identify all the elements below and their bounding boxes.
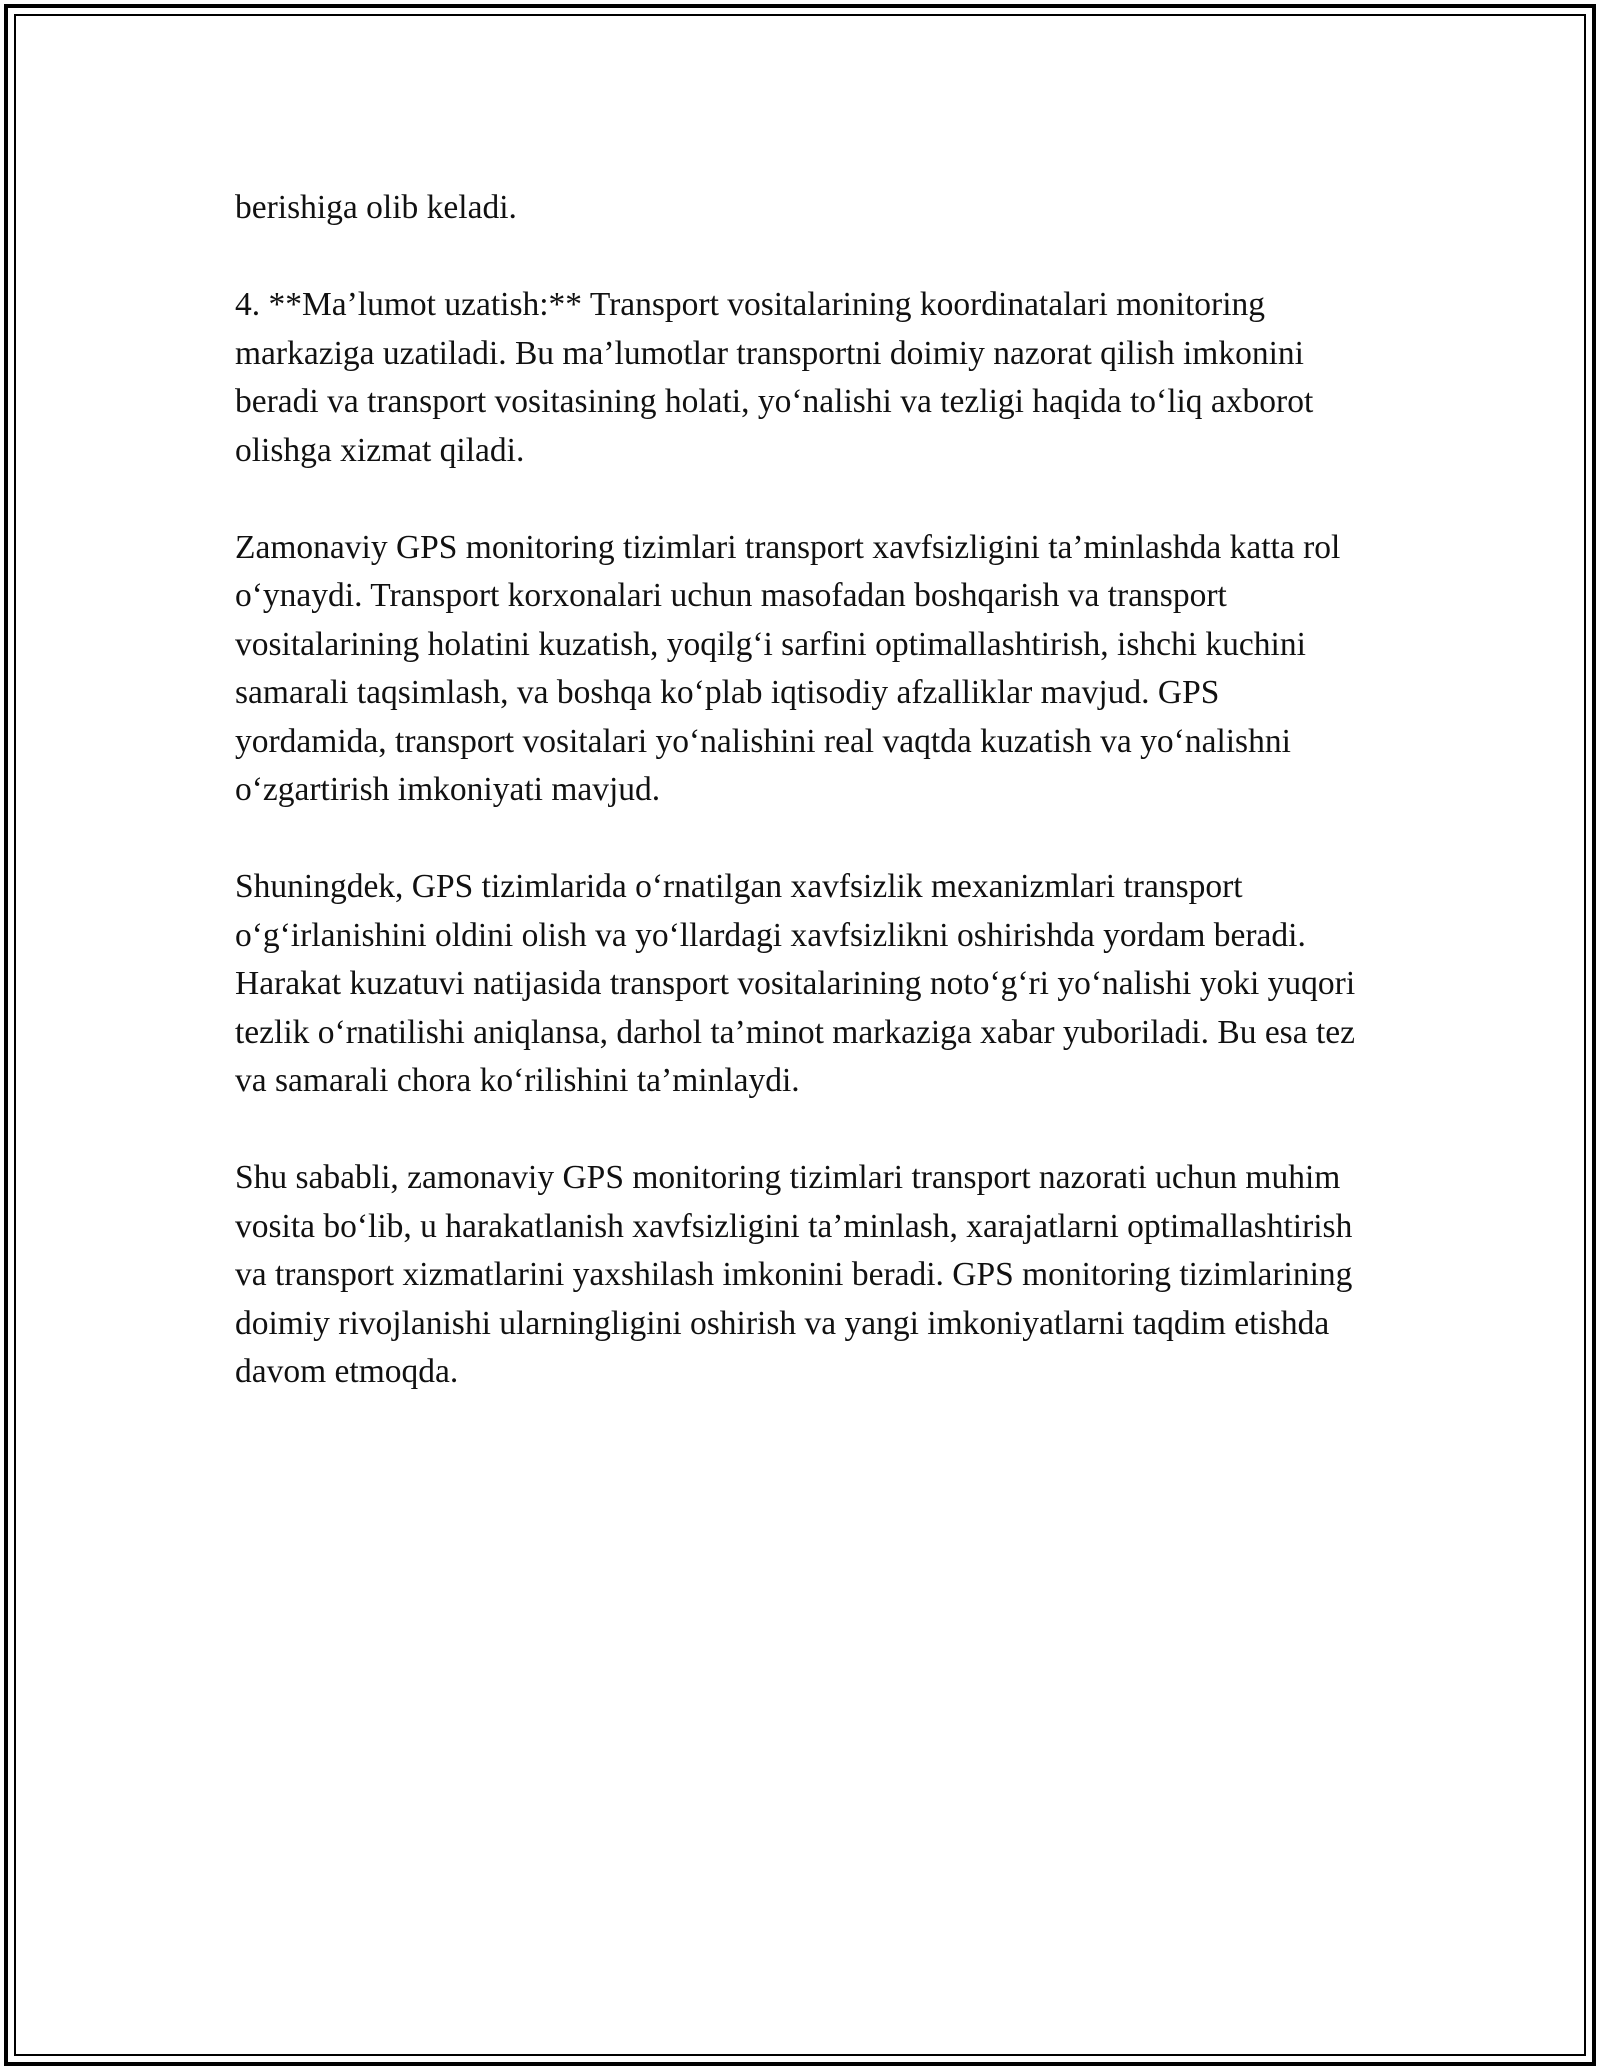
paragraph-continuation: berishiga olib keladi.: [235, 189, 517, 226]
paragraph-security-mechanisms: Shuningdek, GPS tizimlarida o‘rnatilgan xavfsizlik mexanizmlari transport o‘g‘irlanishini oldini olish va yo‘llardagi xavfsizlikni oshirishda yordam beradi. Harakat kuzatuvi natijasida transport vositalarining noto‘g‘ri yo‘nalishi yoki yuqori tezlik o‘rnatilishi aniqlansa, darhol ta’minot markaziga xabar yuboriladi. Bu esa tez va samarali chora ko‘rilishini ta’minlaydi.: [235, 868, 1356, 1099]
document-body: [235, 184, 1375, 1445]
paragraph-gps-monitoring-role: Zamonaviy GPS monitoring tizimlari transport xavfsizligini ta’minlashda katta rol o‘ynaydi. Transport korxonalari uchun masofadan boshqarish va transport vositalarining holatini kuzatish, yoqilg‘i sarfini optimallashtirish, ishchi kuchini samarali taqsimlash, va boshqa ko‘plab iqtisodiy afzalliklar mavjud. GPS yordamida, transport vositalari yo‘nalishini real vaqtda kuzatish va yo‘nalishni o‘zgartirish imkoniyati mavjud.: [235, 528, 1341, 808]
paragraph-data-transmission: 4. **Ma’lumot uzatish:** Transport vositalarining koordinatalari monitoring markaziga uzatiladi. Bu ma’lumotlar transportni doimiy nazorat qilish imkonini beradi va transport vositasining holati, yo‘nalishi va tezligi haqida to‘liq axborot olishga xizmat qiladi.: [235, 286, 1314, 469]
paragraph-conclusion: Shu sababli, zamonaviy GPS monitoring tizimlari transport nazorati uchun muhim vosita bo‘lib, u harakatlanish xavfsizligini ta’minlash, xarajatlarni optimallashtirish va transport xizmatlarini yaxshilash imkonini beradi. GPS monitoring tizimlarining doimiy rivojlanishi ularningligini oshirish va yangi imkoniyatlarni taqdim etishda davom etmoqda.: [235, 1159, 1353, 1390]
